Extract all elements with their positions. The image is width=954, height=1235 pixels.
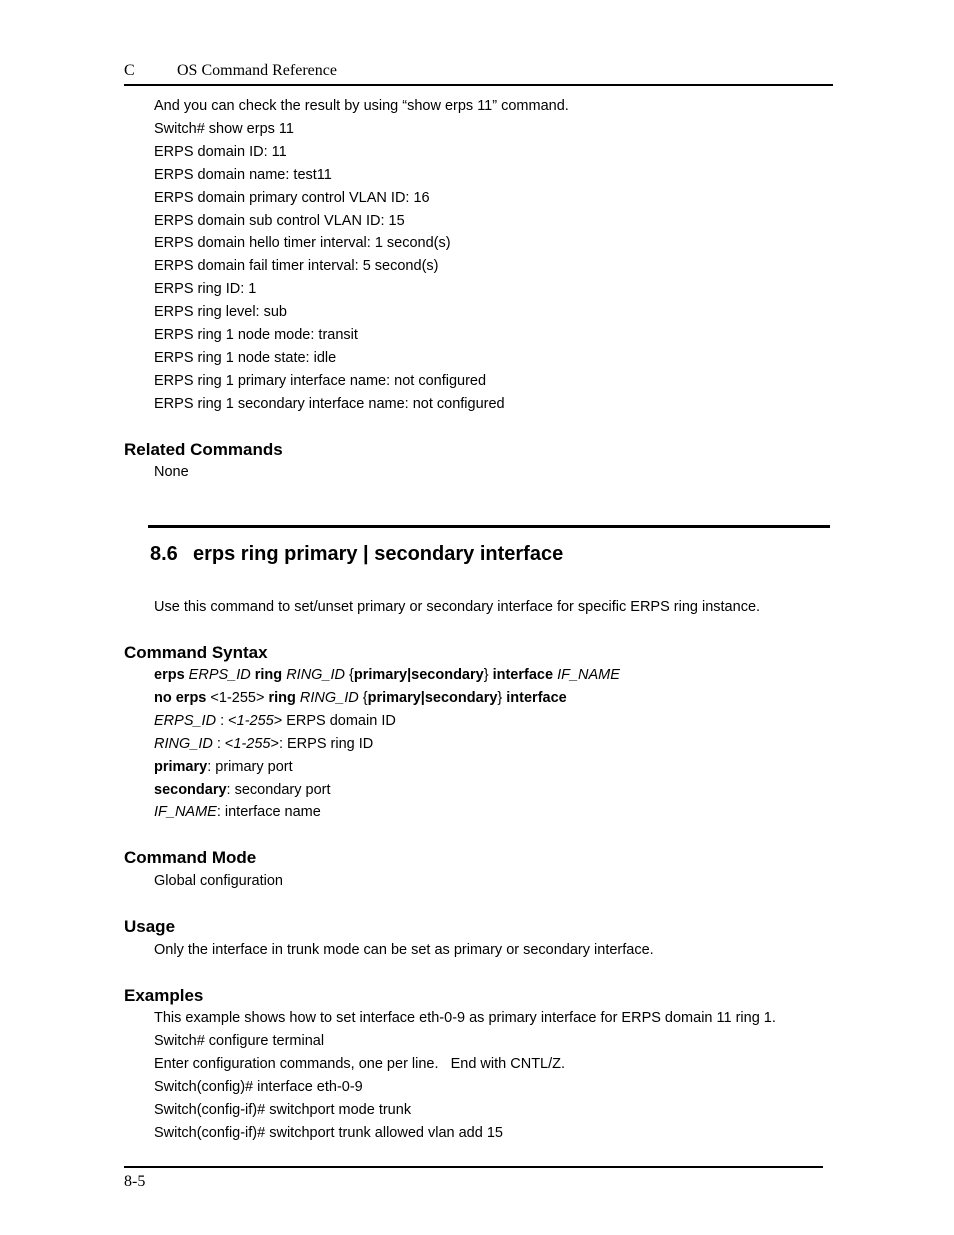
param-line-primary [154,758,293,776]
syntax-brace: { [349,667,354,683]
intro-line: And you can check the result by using “show erps 11” command. [154,98,569,114]
related-commands-text: None [154,464,189,480]
header-rule [124,84,833,86]
syntax-keyword: secondary [411,667,484,683]
param-line-secondary [154,781,331,799]
param-name: secondary [154,782,227,798]
intro-line: ERPS ring 1 node state: idle [154,350,337,366]
section-title [150,542,563,566]
syntax-keyword: secondary [424,690,498,706]
related-commands-heading: Related Commands [124,440,283,459]
syntax-brace: } [497,690,503,706]
example-line: This example shows how to set interface eth-0-9 as primary interface for ERPS domain 11 ring 1. [154,1010,776,1026]
param-desc: : secondary port [226,782,331,798]
example-line: Switch(config)# interface eth-0-9 [154,1079,363,1095]
example-line: Switch(config-if)# switchport mode trunk [154,1102,412,1118]
param-line-ifname [154,803,321,821]
header-title: OS Command Reference [177,62,337,79]
syntax-keyword: ring [254,667,283,683]
command-mode-heading: Command Mode [124,848,257,867]
header-chapter-letter: C [124,62,135,79]
param-desc: : interface name [216,804,321,820]
syntax-keyword: primary [367,690,421,706]
intro-line: ERPS domain ID: 11 [154,144,287,160]
param-name: ERPS_ID [154,713,217,729]
section-title-text: erps ring primary | secondary interface [193,543,564,565]
example-line: Switch# configure terminal [154,1033,325,1049]
page-number: 8-5 [124,1173,146,1190]
param-desc: : primary port [207,759,293,775]
command-mode-text: Global configuration [154,873,283,889]
param-name: RING_ID [154,736,213,752]
intro-line: ERPS ring 1 node mode: transit [154,327,358,343]
syntax-pipe: | [420,690,425,706]
section-rule [148,525,830,528]
example-line: Enter configuration commands, one per line. End with CNTL/Z. [154,1056,566,1072]
param-range: 1-255 [233,736,271,752]
param-range: 1-255 [236,713,274,729]
intro-line: ERPS ring level: sub [154,304,287,320]
param-sep: : < [212,736,234,752]
intro-line: ERPS ring ID: 1 [154,281,257,297]
syntax-keyword: no erps [154,690,207,706]
section-number: 8.6 [150,543,178,565]
syntax-param: RING_ID [286,667,346,683]
param-name: primary [154,759,208,775]
param-line-ring-id [154,735,373,753]
intro-line: ERPS domain name: test11 [154,167,332,183]
syntax-keyword: interface [506,690,567,706]
syntax-brace: } [483,667,489,683]
usage-heading: Usage [124,917,176,936]
intro-line: ERPS domain fail timer interval: 5 second(s) [154,258,439,274]
syntax-line [154,689,567,707]
syntax-keyword: interface [492,667,554,683]
param-sep: : < [216,713,237,729]
example-line: Switch(config-if)# switchport trunk allowed vlan add 15 [154,1125,503,1141]
param-line-erps-id [154,712,396,730]
syntax-param: IF_NAME [557,667,620,683]
intro-line: Switch# show erps 11 [154,121,294,137]
syntax-pipe: | [407,667,412,683]
param-name: IF_NAME [154,804,217,820]
footer-rule [124,1166,823,1168]
section-description: Use this command to set/unset primary or secondary interface for specific ERPS ring instance. [154,599,761,615]
param-desc: >: ERPS ring ID [270,736,374,752]
command-syntax-heading: Command Syntax [124,643,268,662]
examples-heading: Examples [124,986,204,1005]
intro-line: ERPS ring 1 primary interface name: not configured [154,373,487,389]
syntax-range: <1-255> [210,690,265,706]
syntax-keyword: ring [268,690,296,706]
intro-line: ERPS ring 1 secondary interface name: not configured [154,396,505,412]
syntax-brace: { [362,690,368,706]
usage-text: Only the interface in trunk mode can be set as primary or secondary interface. [154,942,654,958]
syntax-keyword: erps [154,667,185,683]
intro-line: ERPS domain primary control VLAN ID: 16 [154,190,430,206]
intro-line: ERPS domain sub control VLAN ID: 15 [154,213,405,229]
syntax-param: ERPS_ID [188,667,251,683]
param-desc: > ERPS domain ID [273,713,396,729]
page-header [124,62,833,84]
syntax-line [154,666,620,684]
syntax-param: RING_ID [299,690,359,706]
intro-line: ERPS domain hello timer interval: 1 second(s) [154,235,451,251]
syntax-keyword: primary [353,667,408,683]
